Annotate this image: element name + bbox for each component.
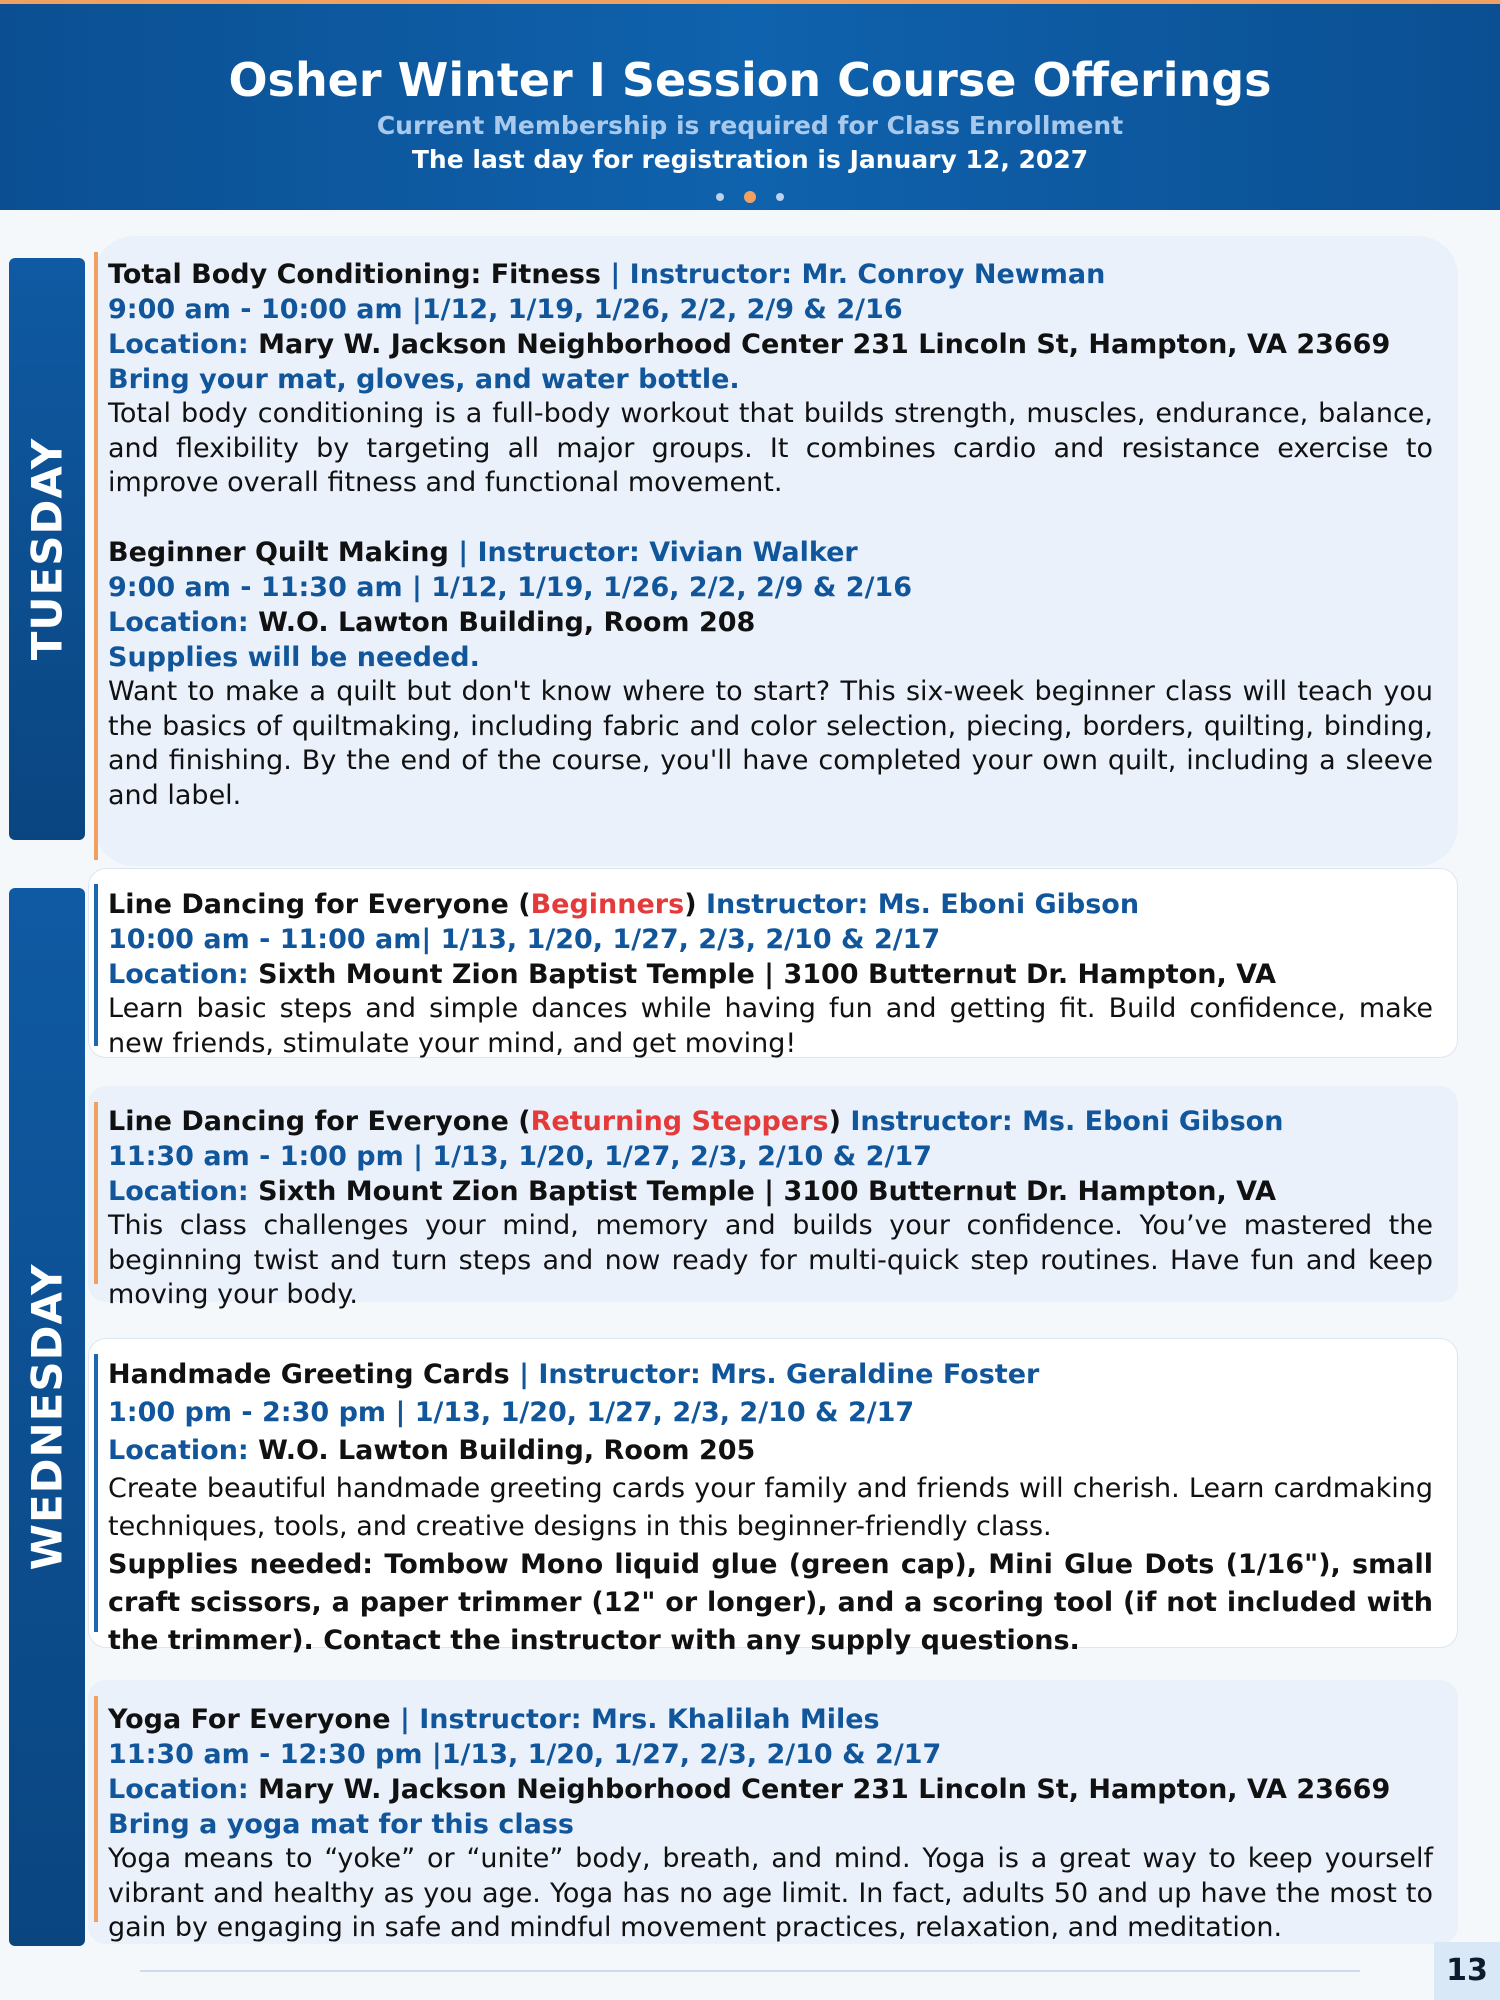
location-label: Location:: [108, 1435, 249, 1466]
course-schedule: 10:00 am - 11:00 am| 1/13, 1/20, 1/27, 2/3, 2/10 & 2/17: [108, 924, 941, 955]
course-schedule: 11:30 am - 1:00 pm | 1/13, 1/20, 1/27, 2/3, 2/10 & 2/17: [108, 1141, 932, 1172]
course-instructor: | Instructor: Mr. Conroy Newman: [610, 259, 1106, 290]
location-label: Location:: [108, 607, 249, 638]
location-label: Location:: [108, 959, 249, 990]
course-card: [108, 257, 1433, 501]
page-number: 13: [1434, 1942, 1500, 2000]
course-title: Line Dancing for Everyone (: [108, 1106, 531, 1137]
course-note: Supplies will be needed.: [108, 642, 480, 673]
membership-notice: Current Membership is required for Class Enrollment: [376, 111, 1124, 140]
accent-bar: [94, 1354, 98, 1632]
dot-icon: [776, 193, 784, 201]
course-title: Handmade Greeting Cards: [108, 1359, 510, 1390]
page-header: [0, 4, 1500, 210]
course-location: Sixth Mount Zion Baptist Temple | 3100 Butternut Dr. Hampton, VA: [258, 959, 1277, 990]
accent-bar: [94, 1696, 98, 1922]
course-note: Bring your mat, gloves, and water bottle.: [108, 364, 740, 395]
course-note: Bring a yoga mat for this class: [108, 1809, 574, 1840]
course-description: This class challenges your mind, memory and builds your confidence. You’ve mastered the beginning twist and turn steps and now ready for multi-quick step routines. Have fun and keep moving your body.: [108, 1210, 1433, 1310]
course-schedule: 9:00 am - 10:00 am |1/12, 1/19, 1/26, 2/2, 2/9 & 2/16: [108, 294, 903, 325]
accent-bar: [94, 252, 98, 860]
course-instructor: | Instructor: Vivian Walker: [458, 537, 858, 568]
course-instructor: Instructor: Ms. Eboni Gibson: [705, 889, 1140, 920]
course-schedule: 11:30 am - 12:30 pm |1/13, 1/20, 1/27, 2/3, 2/10 & 2/17: [108, 1739, 942, 1770]
footer-divider: [140, 1970, 1360, 1972]
course-card: [108, 535, 1433, 813]
course-description: Total body conditioning is a full-body workout that builds strength, muscles, endurance, balance, and flexibility by targeting all major groups. It combines cardio and resistance exercise to improve overall fitness and functional movement.: [108, 398, 1433, 498]
course-location: Sixth Mount Zion Baptist Temple | 3100 Butternut Dr. Hampton, VA: [258, 1176, 1277, 1207]
course-card: [108, 1702, 1433, 1946]
course-card: [108, 887, 1433, 1061]
day-label-tuesday: TUESDAY: [9, 258, 85, 840]
accent-bar: [94, 1102, 98, 1284]
accent-bar: [94, 884, 98, 1046]
course-description: Yoga means to “yoke” or “unite” body, breath, and mind. Yoga is a great way to keep yourself vibrant and healthy as you age. Yoga has no age limit. In fact, adults 50 and up have the most to gain by engaging in safe and mindful movement practices, relaxation, and meditation.: [108, 1843, 1433, 1943]
course-instructor: | Instructor: Mrs. Geraldine Foster: [519, 1359, 1040, 1390]
location-label: Location:: [108, 1176, 249, 1207]
course-level: Beginners: [530, 889, 685, 920]
course-description: Want to make a quilt but don't know where to start? This six-week beginner class will teach you the basics of quiltmaking, including fabric and color selection, piecing, borders, quilting, binding, and finishing. By the end of the course, you'll have completed your own quilt, including a sleeve and label.: [108, 676, 1433, 811]
course-card: [108, 1356, 1433, 1660]
course-level: Returning Steppers: [530, 1106, 829, 1137]
course-location: Mary W. Jackson Neighborhood Center 231 Lincoln St, Hampton, VA 23669: [258, 329, 1391, 360]
course-title: Line Dancing for Everyone (: [108, 889, 531, 920]
dot-icon: [744, 191, 756, 203]
course-instructor: | Instructor: Mrs. Khalilah Miles: [399, 1704, 880, 1735]
course-description: Create beautiful handmade greeting cards your family and friends will cherish. Learn cardmaking techniques, tools, and creative designs in this beginner-friendly class.: [108, 1473, 1433, 1542]
course-supplies: Supplies needed: Tombow Mono liquid glue (green cap), Mini Glue Dots (1/16"), small craft scissors, a paper trimmer (12" or longer), and a scoring tool (if not included with the trimmer). Contact the instructor with any supply questions.: [108, 1549, 1433, 1656]
location-label: Location:: [108, 329, 249, 360]
decorative-dots: [0, 190, 1500, 204]
registration-deadline: The last day for registration is January 12, 2027: [411, 145, 1089, 174]
course-title: Beginner Quilt Making: [108, 537, 449, 568]
course-location: Mary W. Jackson Neighborhood Center 231 Lincoln St, Hampton, VA 23669: [258, 1774, 1391, 1805]
course-title-close: ): [684, 889, 697, 920]
course-title-close: ): [828, 1106, 841, 1137]
course-location: W.O. Lawton Building, Room 208: [258, 607, 756, 638]
day-label-wednesday: WEDNESDAY: [9, 888, 85, 1946]
course-card: [108, 1104, 1433, 1313]
page-title: Osher Winter I Session Course Offerings: [228, 53, 1272, 107]
course-title: Yoga For Everyone: [108, 1704, 391, 1735]
course-description: Learn basic steps and simple dances while having fun and getting fit. Build confidence, make new friends, stimulate your mind, and get moving!: [108, 993, 1433, 1059]
course-schedule: 1:00 pm - 2:30 pm | 1/13, 1/20, 1/27, 2/3, 2/10 & 2/17: [108, 1397, 915, 1428]
course-location: W.O. Lawton Building, Room 205: [258, 1435, 756, 1466]
course-title: Total Body Conditioning: Fitness: [108, 259, 602, 290]
dot-icon: [716, 193, 724, 201]
course-schedule: 9:00 am - 11:30 am | 1/12, 1/19, 1/26, 2/2, 2/9 & 2/16: [108, 572, 913, 603]
course-instructor: Instructor: Ms. Eboni Gibson: [850, 1106, 1284, 1137]
location-label: Location:: [108, 1774, 249, 1805]
